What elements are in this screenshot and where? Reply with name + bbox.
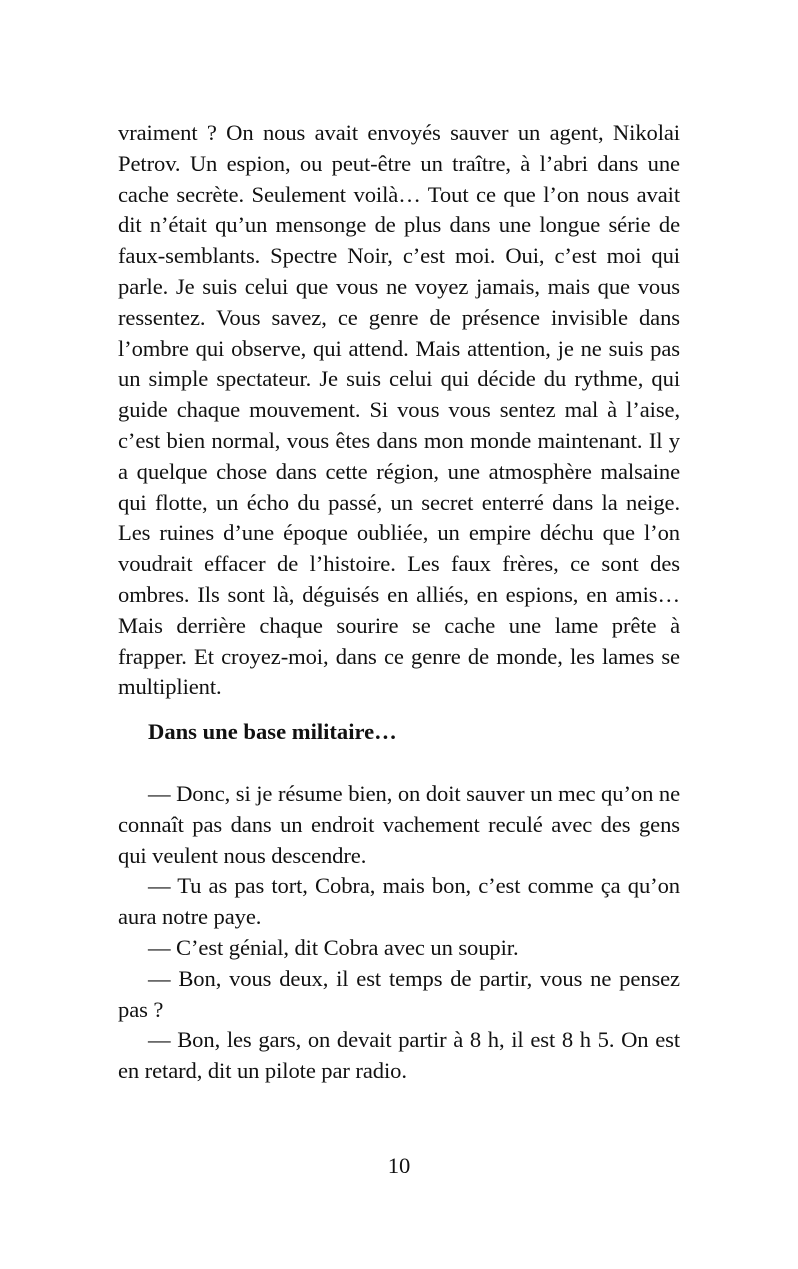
section-heading: Dans une base militaire… <box>148 719 397 744</box>
dialogue-line: — Bon, vous deux, il est temps de partir, vous ne pensez pas ? <box>118 965 680 1022</box>
dialogue-line: — Tu as pas tort, Cobra, mais bon, c’est comme ça qu’on aura notre paye. <box>118 873 680 930</box>
page-number: 10 <box>387 1153 411 1178</box>
dialogue-line: — Bon, les gars, on devait partir à 8 h, il est 8 h 5. On est en retard, dit un pilote par radio. <box>118 1027 680 1084</box>
intro-text-block <box>118 118 680 703</box>
dialogue-line: — Donc, si je résume bien, on doit sauver un mec qu’on ne connaît pas dans un endroit vachement reculé avec des gens qui veulent nous descendre. <box>118 781 680 868</box>
dialogue-line: — C’est génial, dit Cobra avec un soupir. <box>148 934 519 960</box>
dialogue-block <box>118 779 680 1087</box>
intro-paragraph: vraiment ? On nous avait envoyés sauver un agent, Nikolai Petrov. Un espion, ou peut-être un traître, à l’abri dans une cache secrète. Seulement voilà… Tout ce que l’on nous avait dit n’était qu’un mensonge de plus dans une longue série de faux-semblants. Spectre Noir, c’est moi. Oui, c’est moi qui parle. Je suis celui que vous ne voyez jamais, mais que vous ressentez. Vous savez, ce genre de présence invisible dans l’ombre qui observe, qui attend. Mais attention, je ne suis pas un simple spectateur. Je suis celui qui décide du rythme, qui guide chaque mouvement. Si vous vous sentez mal à l’aise, c’est bien normal, vous êtes dans mon monde maintenant. Il y a quelque chose dans cette région, une atmosphère malsaine qui flotte, un écho du passé, un secret enterré dans la neige. Les ruines d’une époque oubliée, un empire déchu que l’on voudrait effacer de l’histoire. Les faux frères, ce sont des ombres. Ils sont là, déguisés en alliés, en espions, en amis… Mais derrière chaque sourire se cache une lame prête à frapper. Et croyez-moi, dans ce genre de monde, les lames se multiplient. <box>118 120 680 700</box>
